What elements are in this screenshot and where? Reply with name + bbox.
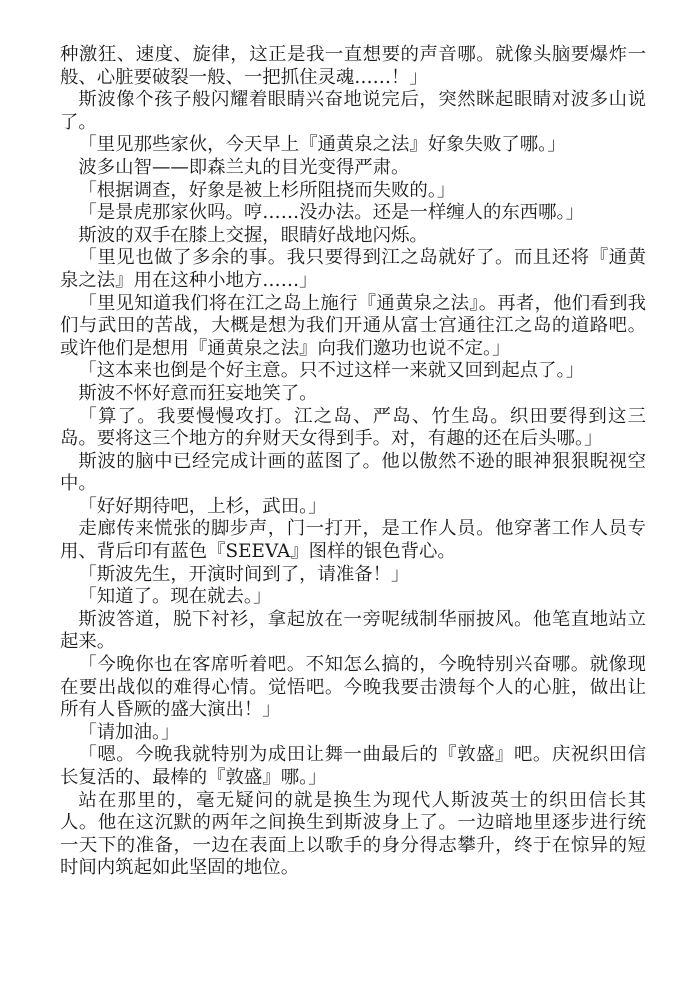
paragraph: 「这本来也倒是个好主意。只不过这样一来就又回到起点了。」: [78, 360, 585, 382]
paragraph: 斯波的双手在膝上交握，眼睛好战地闪烁。: [78, 224, 428, 246]
paragraph: 站在那里的，毫无疑问的就是换生为现代人斯波英士的织田信长其人。他在这沉默的两年之间换生到斯波身上了。一边暗地里逐步进行统一天下的准备，一边在表面上以歌手的身分得志攀升，终于在惊异的短时间内筑起如此坚固的地位。: [60, 789, 646, 879]
paragraph: 「里见知道我们将在江之岛上施行『通黄泉之法』。再者，他们看到我们与武田的苦战，大概是想为我们开通从富士宫通往江之岛的道路吧。或许他们是想用『通黄泉之法』向我们邀功也说不定。」: [60, 292, 646, 359]
paragraph: 「嗯。今晚我就特别为成田让舞一曲最后的『敦盛』吧。庆祝织田信长复活的、最棒的『敦盛』哪。」: [60, 744, 646, 788]
paragraph: 斯波的脑中已经完成计画的蓝图了。他以傲然不逊的眼神狠狠睨视空中。: [60, 450, 646, 495]
paragraph: 「斯波先生，开演时间到了，请准备！」: [78, 563, 410, 585]
paragraph: 斯波像个孩子般闪耀着眼睛兴奋地说完后，突然眯起眼睛对波多山说了。: [60, 89, 646, 133]
paragraph: 走廊传来慌张的脚步声，门一打开，是工作人员。他穿著工作人员专用、背后印有蓝色『SEEVA』图样的银色背心。: [60, 518, 646, 563]
paragraph: 「好好期待吧，上杉，武田。」: [78, 495, 327, 517]
paragraph: 斯波答道，脱下衬衫，拿起放在一旁呢绒制华丽披风。他笔直地站立起来。: [60, 608, 646, 653]
paragraph: 「请加油。」: [78, 721, 180, 743]
paragraph: 「是景虎那家伙吗。哼……没办法。还是一样缠人的东西哪。」: [78, 202, 585, 224]
paragraph: 「里见那些家伙，今天早上『通黄泉之法』好象失败了哪。」: [78, 134, 566, 156]
paragraph: 「今晚你也在客席听着吧。不知怎么搞的，今晚特别兴奋哪。就像现在要出战似的难得心情。觉悟吧。今晚我要击溃每个人的心脏，做出让所有人昏厥的盛大演出！」: [60, 654, 646, 721]
paragraph: 种激狂、速度、旋律，这正是我一直想要的声音哪。就像头脑要爆炸一般、心脏要破裂一般、一把抓住灵魂……！」: [60, 44, 646, 88]
document-page: [60, 44, 646, 880]
paragraph: 波多山智——即森兰丸的目光变得严肃。: [78, 156, 410, 178]
paragraph: 「知道了。现在就去。」: [78, 586, 272, 608]
paragraph: 「算了。我要慢慢攻打。江之岛、严岛、竹生岛。织田要得到这三岛。要将这三个地方的弁财天女得到手。对，有趣的还在后头哪。」: [60, 405, 646, 450]
paragraph: 「根据调查，好象是被上杉所阻挠而失败的。」: [78, 179, 456, 201]
paragraph: 「里见也做了多余的事。我只要得到江之岛就好了。而且还将『通黄泉之法』用在这种小地方……」: [60, 247, 646, 291]
paragraph: 斯波不怀好意而狂妄地笑了。: [78, 382, 318, 404]
